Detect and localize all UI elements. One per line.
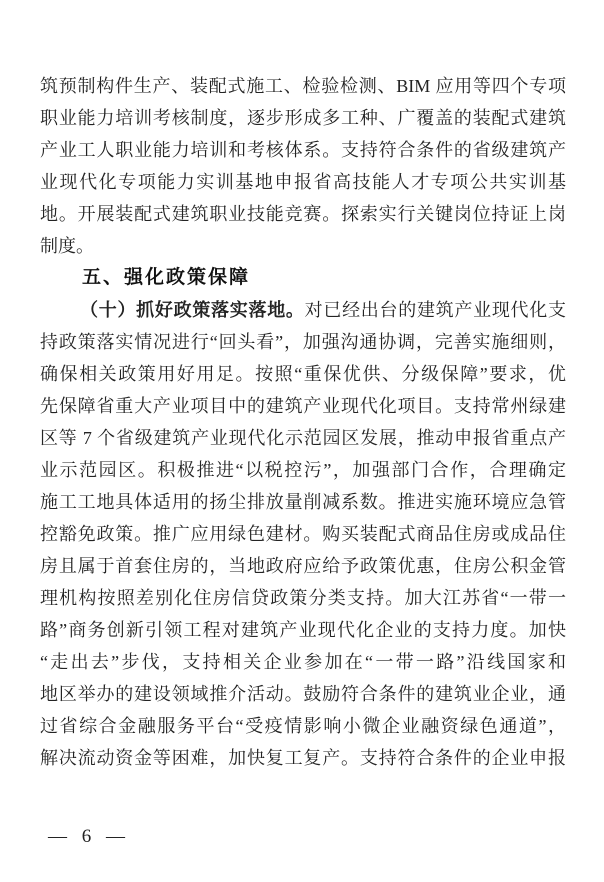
paragraph-line: 房且属于首套住房的，当地政府应给予政策优惠，住房公积金管 <box>40 556 566 576</box>
document-body <box>40 70 566 774</box>
paragraph-line: 业现代化专项能力实训基地申报省高技能人才专项公共实训基 <box>40 172 566 192</box>
paragraph-lead-bold: （十）抓好政策落实落地。 <box>80 300 305 320</box>
paragraph-line: 控豁免政策。推广应用绿色建材。购买装配式商品住房或成品住 <box>40 524 566 544</box>
paragraph-line: 持政策落实情况进行“回头看”，加强沟通协调，完善实施细则， <box>40 332 566 352</box>
paragraph-line: 筑预制构件生产、装配式施工、检验检测、BIM 应用等四个专项 <box>40 76 566 96</box>
paragraph-line: 地区举办的建设领域推介活动。鼓励符合条件的建筑业企业，通 <box>40 684 566 704</box>
paragraph-line: 理机构按照差别化住房信贷政策分类支持。加大江苏省“一带一 <box>40 588 566 608</box>
page-number: — 6 — <box>48 826 130 847</box>
paragraph-line: 地。开展装配式建筑职业技能竞赛。探索实行关键岗位持证上岗 <box>40 204 566 224</box>
paragraph-line: 路”商务创新引领工程对建筑产业现代化企业的支持力度。加快 <box>40 620 566 640</box>
paragraph-line: 职业能力培训考核制度，逐步形成多工种、广覆盖的装配式建筑 <box>40 108 566 128</box>
paragraph-line: 区等 7 个省级建筑产业现代化示范园区发展，推动申报省重点产 <box>40 428 566 448</box>
section-heading: 五、强化政策保障 <box>82 267 251 288</box>
paragraph-line: “走出去”步伐，支持相关企业参加在“一带一路”沿线国家和 <box>40 652 566 672</box>
paragraph-line: 制度。 <box>40 236 94 256</box>
paragraph-line: 先保障省重大产业项目中的建筑产业现代化项目。支持常州绿建 <box>40 396 566 416</box>
paragraph-line: 解决流动资金等困难，加快复工复产。支持符合条件的企业申报 <box>40 748 566 768</box>
paragraph-line: 业示范园区。积极推进“以税控污”，加强部门合作，合理确定 <box>40 460 566 480</box>
paragraph-lead-line <box>40 294 566 326</box>
paragraph-line: 施工工地具体适用的扬尘排放量削减系数。推进实施环境应急管 <box>40 492 566 512</box>
paragraph-line: 产业工人职业能力培训和考核体系。支持符合条件的省级建筑产 <box>40 140 566 160</box>
paragraph-lead-rest: 对已经出台的建筑产业现代化支 <box>304 300 566 320</box>
paragraph-line: 确保相关政策用好用足。按照“重保优供、分级保障”要求，优 <box>40 364 566 384</box>
paragraph-line: 过省综合金融服务平台“受疫情影响小微企业融资绿色通道”， <box>40 716 566 736</box>
